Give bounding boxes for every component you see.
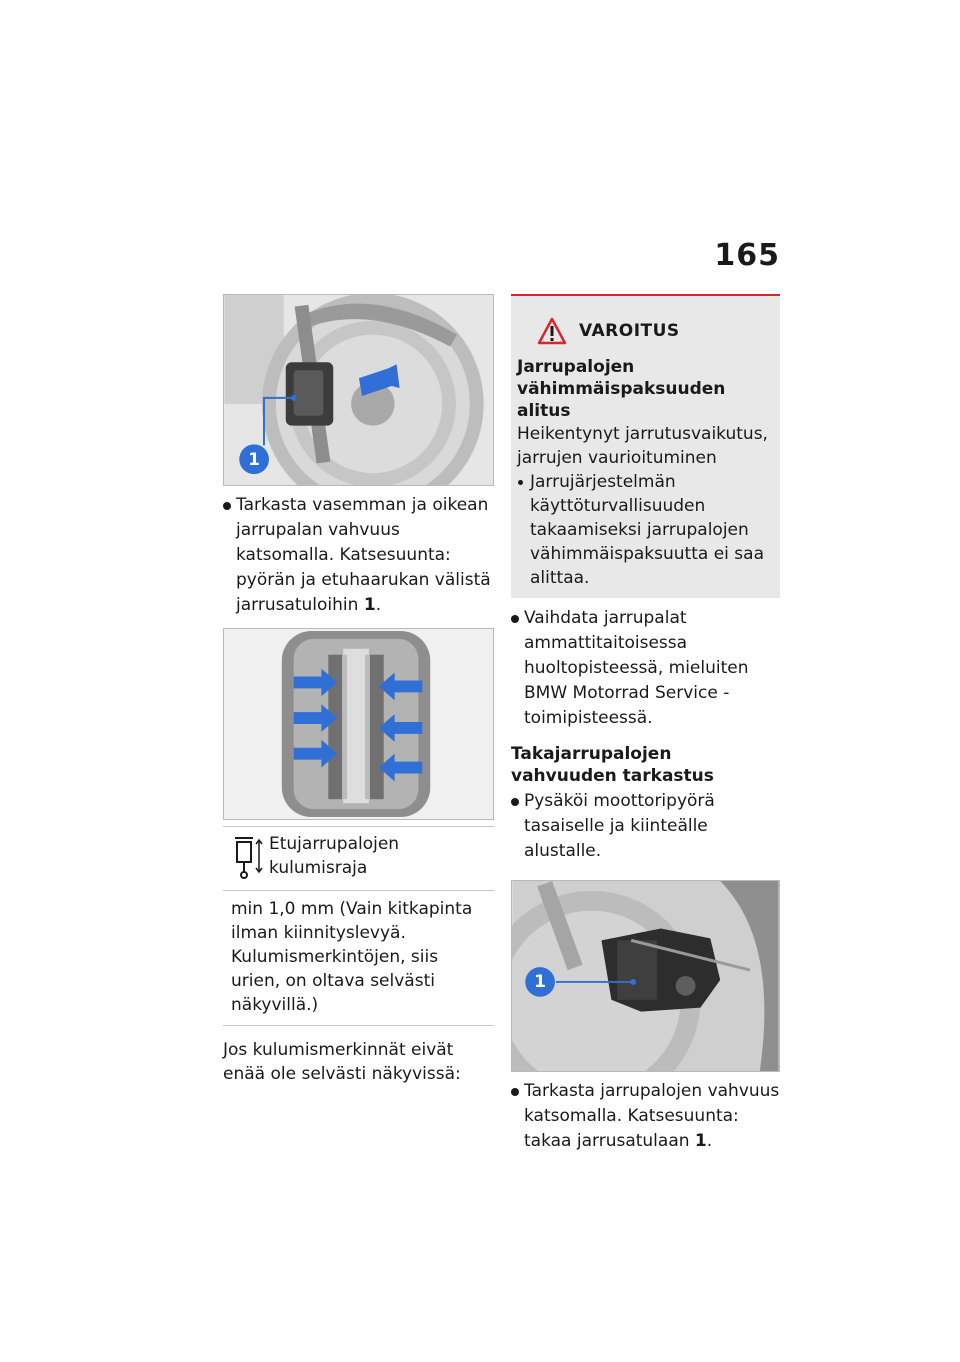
brake-pad-wear-figure bbox=[223, 628, 494, 820]
bullet-dot bbox=[511, 798, 519, 806]
spec-header bbox=[223, 827, 494, 891]
bullet-park: Pysäköi moottoripyörä tasaiselle ja kiinteälle alustalle. bbox=[511, 789, 780, 864]
wear-limit-spec bbox=[223, 826, 494, 1026]
warning-triangle-icon bbox=[537, 317, 567, 345]
section-heading-rear-pads: Takajarrupalojen vahvuuden tarkastus bbox=[511, 744, 714, 786]
bullet-check-front-pads: Tarkasta vasemman ja oikean jarrupalan vahvuus katsomalla. Katsesuunta: pyörän ja etuhaarukan välistä jarrusatuloihin 1. bbox=[223, 493, 494, 618]
bullet-check-rear-pads: Tarkasta jarrupalojen vahvuus katsomalla. Katsesuunta: takaa jarrusatulaan 1. bbox=[511, 1079, 780, 1154]
front-wheel-illustration bbox=[224, 295, 493, 485]
bullet-dot bbox=[511, 1088, 519, 1096]
bullet-text: Tarkasta vasemman ja oikean jarrupalan vahvuus katsomalla. Katsesuunta: pyörän ja etuhaarukan välistä jarrusatuloihin bbox=[236, 495, 491, 615]
bullet-dot bbox=[223, 502, 231, 510]
bullet-dot bbox=[518, 480, 523, 485]
callout-label: 1 bbox=[534, 972, 546, 992]
rear-brake-figure bbox=[511, 880, 780, 1072]
brake-pad-illustration bbox=[224, 629, 493, 819]
page-number: 165 bbox=[714, 238, 780, 273]
spec-title: Etujarrupalojen kulumisraja bbox=[269, 834, 400, 878]
paragraph-worn-marks: Jos kulumismerkinnät eivät enää ole selvästi näkyvissä: bbox=[223, 1040, 461, 1084]
bullet-dot bbox=[511, 615, 519, 623]
rear-caliper-illustration bbox=[512, 881, 779, 1071]
spec-value: min 1,0 mm (Vain kitkapinta ilman kiinnityslevyä. Kulumismerkintöjen, siis urien, on oltava selvästi näkyvillä.) bbox=[231, 899, 473, 1015]
reference-number: 1 bbox=[363, 595, 376, 615]
reference-number: 1 bbox=[694, 1131, 707, 1151]
callout-label: 1 bbox=[248, 450, 260, 470]
brake-pad-wear-icon bbox=[233, 832, 265, 882]
warning-text: Heikentynyt jarrutusvaikutus, jarrujen vaurioituminen bbox=[517, 424, 768, 468]
left-column bbox=[223, 294, 494, 1086]
right-column bbox=[511, 294, 780, 1154]
warning-label: VAROITUS bbox=[579, 321, 680, 341]
warning-box bbox=[511, 294, 780, 598]
warning-bullet: Jarrujärjestelmän käyttöturvallisuuden takaamiseksi jarrupalojen vähimmäispaksuutta ei saa alittaa. bbox=[517, 470, 772, 590]
bullet-replace-pads: Vaihdata jarrupalat ammattitaitoisessa huoltopisteessä, mieluiten BMW Motorrad Service -toimipisteessä. bbox=[511, 606, 780, 731]
warning-header bbox=[517, 316, 772, 346]
front-brake-figure bbox=[223, 294, 494, 486]
warning-title: Jarrupalojen vähimmäispaksuuden alitus bbox=[517, 357, 726, 421]
